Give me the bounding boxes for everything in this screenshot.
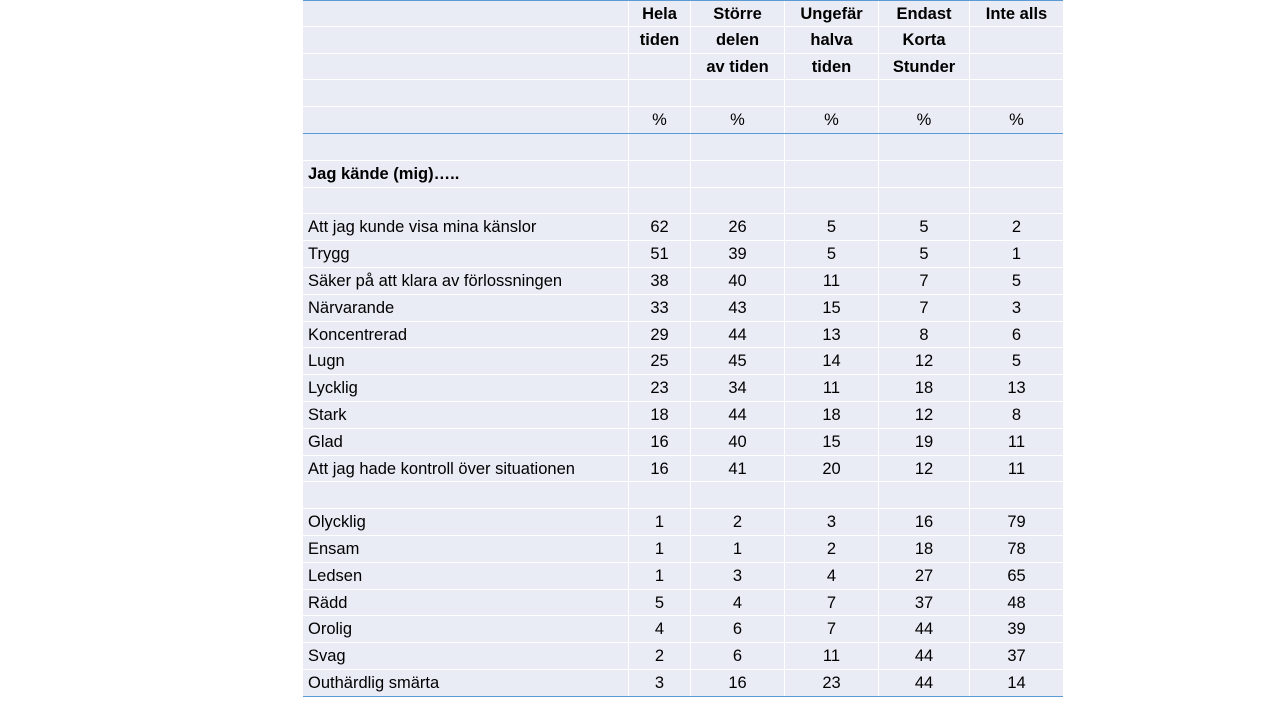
empty-cell (629, 134, 691, 160)
table-cell: 8 (879, 322, 970, 348)
empty-cell (303, 188, 629, 214)
column-header: av tiden (691, 54, 785, 80)
table-cell: 1 (691, 536, 785, 562)
spacer-row (303, 482, 1063, 509)
table-cell: 23 (785, 670, 879, 696)
table-cell: 7 (785, 590, 879, 616)
row-label: Ledsen (303, 563, 629, 589)
empty-cell (629, 161, 691, 187)
table-cell: 1 (629, 563, 691, 589)
section-label: Jag kände (mig)….. (303, 161, 629, 187)
column-header (970, 80, 1063, 106)
empty-cell (691, 188, 785, 214)
table-cell: 51 (629, 241, 691, 267)
table-cell: 16 (629, 429, 691, 455)
header-row (303, 54, 1063, 81)
table-cell: 44 (879, 616, 970, 642)
empty-cell (879, 161, 970, 187)
table-cell: 3 (691, 563, 785, 589)
table-row (303, 241, 1063, 268)
header-cell (303, 107, 629, 133)
column-header: tiden (629, 27, 691, 53)
header-cell (303, 1, 629, 26)
table-cell: 43 (691, 295, 785, 321)
row-label: Olycklig (303, 509, 629, 535)
percent-unit: % (1009, 111, 1024, 130)
empty-cell (785, 161, 879, 187)
table-cell: 18 (785, 402, 879, 428)
table-cell: 4 (785, 563, 879, 589)
row-label: Att jag hade kontroll över situationen (303, 456, 629, 482)
column-header: tiden (785, 54, 879, 80)
column-header (629, 54, 691, 80)
table-cell: 29 (629, 322, 691, 348)
empty-cell (879, 482, 970, 508)
table-cell: 5 (785, 241, 879, 267)
row-label: Glad (303, 429, 629, 455)
table-cell: 44 (879, 643, 970, 669)
table-cell: 65 (1007, 566, 1026, 585)
section-row (303, 161, 1063, 188)
table-cell: 45 (691, 348, 785, 374)
table-cell: 2 (629, 643, 691, 669)
table-cell: 6 (691, 643, 785, 669)
spacer-row (303, 134, 1063, 161)
table-cell: 20 (785, 456, 879, 482)
table-row (303, 214, 1063, 241)
table-cell: 12 (879, 402, 970, 428)
table-cell: 5 (879, 214, 970, 240)
table-cell: 5 (629, 590, 691, 616)
column-header (879, 80, 970, 106)
table-cell: 7 (879, 295, 970, 321)
table-cell: 62 (629, 214, 691, 240)
table-cell: 5 (1011, 352, 1022, 371)
column-header: Större (691, 1, 785, 26)
table-cell: 18 (879, 536, 970, 562)
table-cell: 3 (1011, 298, 1022, 317)
table-cell: 78 (1007, 539, 1026, 558)
empty-cell (970, 482, 1063, 508)
table-cell: 6 (1011, 325, 1022, 344)
empty-cell (785, 188, 879, 214)
column-header: Stunder (879, 54, 970, 80)
table-cell: 11 (785, 268, 879, 294)
table-cell: 44 (691, 322, 785, 348)
column-header: halva (785, 27, 879, 53)
table-cell: 4 (691, 590, 785, 616)
row-label: Rädd (303, 590, 629, 616)
row-label: Lycklig (303, 375, 629, 401)
table-cell: 11 (1007, 459, 1026, 478)
empty-cell (970, 134, 1063, 160)
row-label: Ensam (303, 536, 629, 562)
table-row (303, 295, 1063, 322)
column-header: Hela (629, 1, 691, 26)
empty-cell (303, 482, 629, 508)
table-cell: 12 (879, 348, 970, 374)
table-cell: 1 (629, 509, 691, 535)
table-cell: 2 (1011, 218, 1022, 237)
header-row (303, 80, 1063, 107)
empty-cell (785, 482, 879, 508)
header-row (303, 27, 1063, 54)
table-cell: 15 (785, 429, 879, 455)
row-label: Koncentrerad (303, 322, 629, 348)
column-header (629, 80, 691, 106)
table-cell: 2 (691, 509, 785, 535)
table-cell: 12 (879, 456, 970, 482)
row-label: Orolig (303, 616, 629, 642)
table-cell: 3 (629, 670, 691, 696)
table-row (303, 670, 1063, 697)
header-cell (303, 27, 629, 53)
table-row (303, 429, 1063, 456)
column-header (691, 80, 785, 106)
column-header: delen (691, 27, 785, 53)
table-row (303, 536, 1063, 563)
table-cell: 40 (691, 268, 785, 294)
table-row (303, 322, 1063, 349)
table-cell: 39 (1007, 620, 1026, 639)
table-cell: 18 (879, 375, 970, 401)
empty-cell (629, 188, 691, 214)
table-cell: 5 (785, 214, 879, 240)
empty-cell (879, 134, 970, 160)
table-row (303, 456, 1063, 483)
row-label: Lugn (303, 348, 629, 374)
empty-cell (691, 161, 785, 187)
table-cell: 3 (785, 509, 879, 535)
row-label: Stark (303, 402, 629, 428)
table-row (303, 268, 1063, 295)
table-cell: 16 (629, 456, 691, 482)
table-cell: 44 (691, 402, 785, 428)
table-cell: 11 (1007, 432, 1026, 451)
table-cell: 13 (1007, 379, 1026, 398)
table-cell: 41 (691, 456, 785, 482)
empty-cell (879, 188, 970, 214)
positive-feelings-body (303, 214, 1063, 482)
table-cell: 15 (785, 295, 879, 321)
column-header: Ungefär (785, 1, 879, 26)
empty-cell (691, 134, 785, 160)
table-cell: 26 (691, 214, 785, 240)
empty-cell (970, 188, 1063, 214)
table-cell: 37 (879, 590, 970, 616)
percent-unit: % (785, 107, 879, 133)
table-cell: 18 (629, 402, 691, 428)
table-cell: 2 (785, 536, 879, 562)
percent-unit: % (691, 107, 785, 133)
percent-row (303, 107, 1063, 134)
negative-feelings-body (303, 509, 1063, 697)
table-row (303, 348, 1063, 375)
column-header: Inte alls (985, 5, 1048, 23)
percent-unit: % (629, 107, 691, 133)
table-cell: 16 (691, 670, 785, 696)
spacer-row (303, 188, 1063, 215)
percent-unit: % (879, 107, 970, 133)
empty-cell (629, 482, 691, 508)
table-cell: 37 (1007, 647, 1026, 666)
column-header (970, 54, 1063, 80)
table-cell: 1 (1011, 245, 1022, 264)
table-cell: 1 (629, 536, 691, 562)
empty-cell (785, 134, 879, 160)
header-cell (303, 54, 629, 80)
column-header (785, 80, 879, 106)
column-header: Korta (879, 27, 970, 53)
feelings-table (303, 0, 1063, 697)
table-cell: 39 (691, 241, 785, 267)
table-cell: 33 (629, 295, 691, 321)
row-label: Närvarande (303, 295, 629, 321)
table-cell: 5 (879, 241, 970, 267)
table-cell: 79 (1007, 513, 1026, 532)
table-row (303, 643, 1063, 670)
row-label: Outhärdlig smärta (303, 670, 629, 696)
row-label: Trygg (303, 241, 629, 267)
table-cell: 8 (1011, 405, 1022, 424)
table-cell: 14 (785, 348, 879, 374)
table-row (303, 563, 1063, 590)
table-cell: 48 (1007, 593, 1026, 612)
table-cell: 44 (879, 670, 970, 696)
row-label: Svag (303, 643, 629, 669)
table-cell: 14 (1007, 673, 1026, 692)
table-cell: 27 (879, 563, 970, 589)
table-cell: 13 (785, 322, 879, 348)
table-row (303, 590, 1063, 617)
table-cell: 19 (879, 429, 970, 455)
column-header: Endast (879, 1, 970, 26)
table-row (303, 375, 1063, 402)
table-row (303, 402, 1063, 429)
table-cell: 7 (785, 616, 879, 642)
table-cell: 7 (879, 268, 970, 294)
table-cell: 6 (691, 616, 785, 642)
table-cell: 40 (691, 429, 785, 455)
table-row (303, 509, 1063, 536)
empty-cell (970, 161, 1063, 187)
empty-cell (303, 134, 629, 160)
table-cell: 11 (785, 375, 879, 401)
table-cell: 23 (629, 375, 691, 401)
header-row (303, 0, 1063, 27)
row-label: Att jag kunde visa mina känslor (303, 214, 629, 240)
table-row (303, 616, 1063, 643)
table-cell: 11 (785, 643, 879, 669)
table-cell: 4 (629, 616, 691, 642)
table-cell: 25 (629, 348, 691, 374)
table-cell: 38 (629, 268, 691, 294)
header-cell (303, 80, 629, 106)
column-header (970, 27, 1063, 53)
empty-cell (691, 482, 785, 508)
table-cell: 16 (879, 509, 970, 535)
table-cell: 5 (1011, 271, 1022, 290)
table-cell: 34 (691, 375, 785, 401)
row-label: Säker på att klara av förlossningen (303, 268, 629, 294)
